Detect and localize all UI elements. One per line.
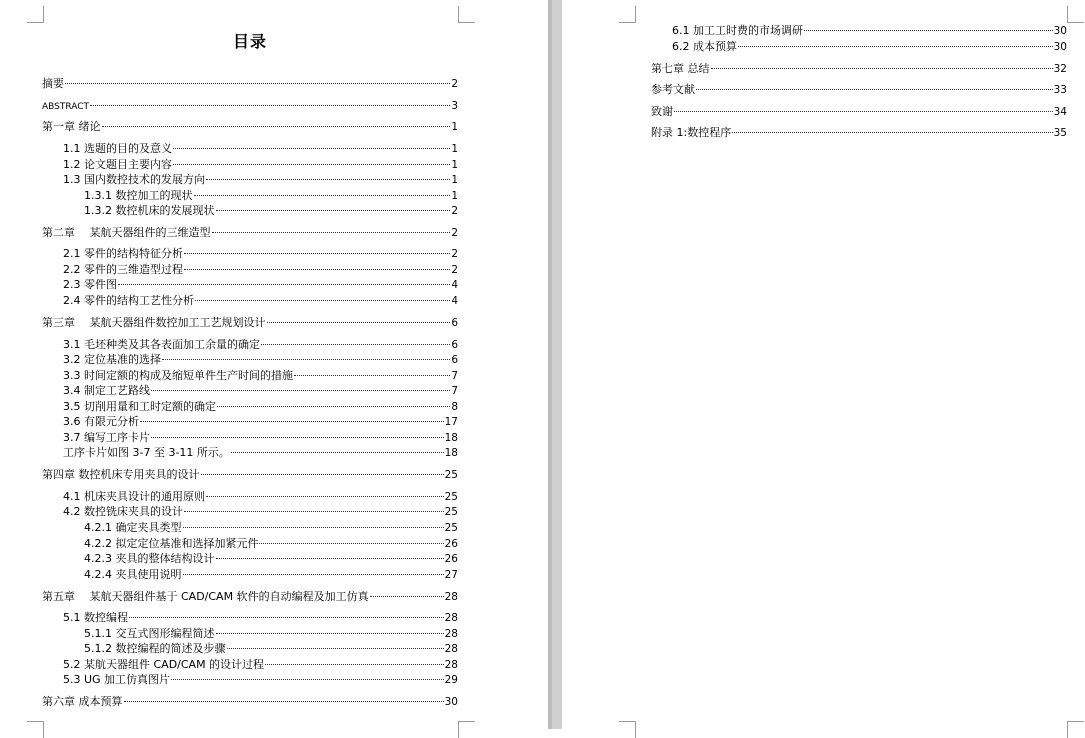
toc-entry[interactable]: 3.1 毛坯种类及其各表面加工余量的确定 6 xyxy=(63,338,458,351)
toc-entry[interactable]: 第三章 某航天器组件数控加工工艺规划设计 6 xyxy=(42,316,458,329)
toc-entry[interactable]: 摘要 2 xyxy=(42,77,458,90)
toc-entry[interactable]: 3.7 编写工序卡片 18 xyxy=(63,431,458,444)
document-page-right xyxy=(562,0,1085,729)
toc-entry[interactable]: 3.4 制定工艺路线 7 xyxy=(63,384,458,397)
margin-corner-mark xyxy=(27,721,44,738)
toc-entry[interactable]: 3.3 时间定额的构成及缩短单件生产时间的措施 7 xyxy=(63,369,458,382)
margin-corner-mark xyxy=(1067,721,1084,738)
toc-entry[interactable]: 1.3.1 数控加工的现状 1 xyxy=(84,189,458,202)
toc-entry[interactable]: 第五章 某航天器组件基于 CAD/CAM 软件的自动编程及加工仿真 28 xyxy=(42,590,458,603)
toc-entry[interactable]: 致谢 34 xyxy=(651,105,1067,118)
toc-entry[interactable]: 第二章 某航天器组件的三维造型 2 xyxy=(42,226,458,239)
margin-corner-mark xyxy=(458,721,475,738)
toc-entry[interactable]: 4.2.2 拟定定位基准和选择加紧元件 26 xyxy=(84,537,458,550)
toc-entry[interactable]: 5.3 UG 加工仿真图片 29 xyxy=(63,673,458,686)
margin-corner-mark xyxy=(619,721,636,738)
toc-entry[interactable]: 6.2 成本预算 30 xyxy=(672,40,1067,53)
toc-entry[interactable]: 4.2.3 夹具的整体结构设计 26 xyxy=(84,552,458,565)
toc-entry[interactable]: 第七章 总结 32 xyxy=(651,62,1067,75)
toc-entry[interactable]: 第一章 绪论 1 xyxy=(42,120,458,133)
toc-entry[interactable]: 5.1 数控编程 28 xyxy=(63,611,458,624)
toc-entry[interactable]: 2.1 零件的结构特征分析 2 xyxy=(63,247,458,260)
toc-entry[interactable]: 3.6 有限元分析 17 xyxy=(63,415,458,428)
toc-entry[interactable]: 第四章 数控机床专用夹具的设计 25 xyxy=(42,468,458,481)
margin-corner-mark xyxy=(27,6,44,23)
toc-entry[interactable]: 3.2 定位基准的选择 6 xyxy=(63,353,458,366)
toc-entry[interactable]: 第六章 成本预算 30 xyxy=(42,695,458,708)
toc-entry[interactable]: 1.2 论文题目主要内容 1 xyxy=(63,158,458,171)
toc-entry[interactable]: 5.2 某航天器组件 CAD/CAM 的设计过程 28 xyxy=(63,658,458,671)
toc-title: 目录 xyxy=(232,32,267,51)
toc-entry[interactable]: ABSTRACT 3 xyxy=(42,100,458,112)
toc-entry[interactable]: 6.1 加工工时费的市场调研 30 xyxy=(672,24,1067,37)
toc-entry[interactable]: 4.2 数控铣床夹具的设计 25 xyxy=(63,505,458,518)
toc-entry[interactable]: 5.1.1 交互式图形编程简述 28 xyxy=(84,627,458,640)
document-page-left xyxy=(0,0,548,729)
toc-entry[interactable]: 附录 1:数控程序 35 xyxy=(651,126,1067,139)
toc-entry[interactable]: 工序卡片如图 3-7 至 3-11 所示。 18 xyxy=(63,446,458,459)
toc-entry[interactable]: 4.1 机床夹具设计的通用原则 25 xyxy=(63,490,458,503)
toc-entry[interactable]: 2.3 零件图 4 xyxy=(63,278,458,291)
toc-entry[interactable]: 1.1 选题的目的及意义 1 xyxy=(63,142,458,155)
toc-entry[interactable]: 3.5 切削用量和工时定额的确定 8 xyxy=(63,400,458,413)
margin-corner-mark xyxy=(619,6,636,23)
toc-entry[interactable]: 5.1.2 数控编程的简述及步骤 28 xyxy=(84,642,458,655)
toc-entry[interactable]: 2.2 零件的三维造型过程 2 xyxy=(63,263,458,276)
margin-corner-mark xyxy=(1067,6,1084,23)
toc-entry[interactable]: 2.4 零件的结构工艺性分析 4 xyxy=(63,294,458,307)
margin-corner-mark xyxy=(458,6,475,23)
toc-entry[interactable]: 4.2.4 夹具使用说明 27 xyxy=(84,568,458,581)
toc-entry[interactable]: 1.3.2 数控机床的发展现状 2 xyxy=(84,204,458,217)
toc-entry[interactable]: 1.3 国内数控技术的发展方向 1 xyxy=(63,173,458,186)
toc-entry[interactable]: 4.2.1 确定夹具类型 25 xyxy=(84,521,458,534)
page-separator xyxy=(548,0,562,729)
toc-entry[interactable]: 参考文献 33 xyxy=(651,83,1067,96)
